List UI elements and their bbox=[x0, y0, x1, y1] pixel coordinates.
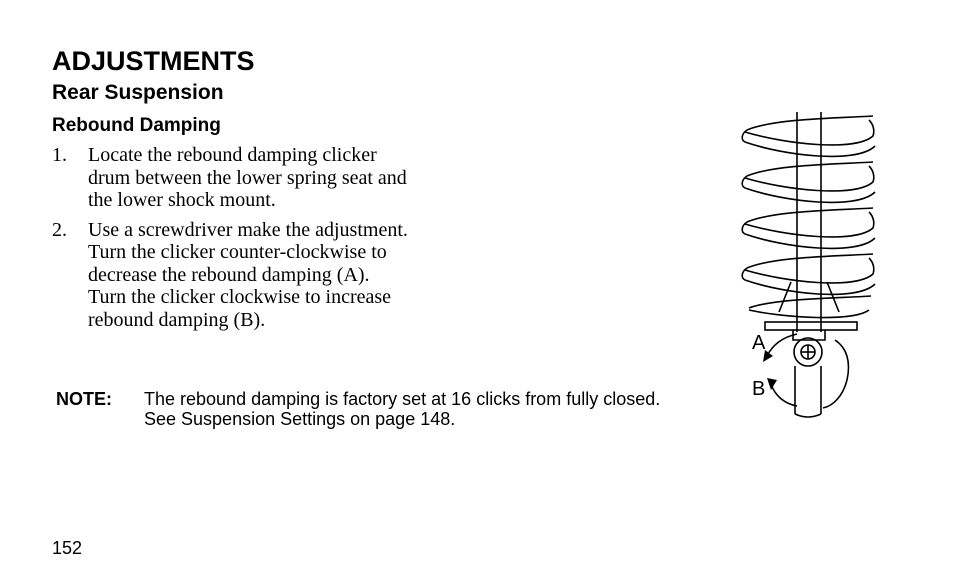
step-text: Locate the rebound damping clicker drum between the lower spring seat and the lower shock mount. bbox=[88, 144, 407, 211]
note-text: The rebound damping is factory set at 16 clicks from fully closed. See Suspension Settings on page 148. bbox=[144, 389, 661, 429]
note-label: NOTE: bbox=[56, 389, 112, 409]
figure-label-a: A bbox=[752, 332, 766, 354]
page-number: 152 bbox=[52, 538, 83, 558]
figure-label-b: B bbox=[752, 378, 766, 400]
step-number: 2. bbox=[52, 218, 67, 241]
steps-list bbox=[52, 144, 412, 338]
step-item bbox=[52, 144, 412, 212]
topic-title: Rebound Damping bbox=[52, 115, 221, 136]
step-number: 1. bbox=[52, 144, 67, 166]
step-text: Use a screwdriver make the adjustment. Turn the clicker counter-clockwise to decrease the rebound damping (A). Turn the clicker clockwise to increase rebound damping (B). bbox=[88, 218, 408, 331]
section-title: ADJUSTMENTS bbox=[52, 46, 255, 76]
step-item bbox=[52, 219, 412, 332]
shock-absorber-figure bbox=[735, 112, 885, 424]
subsection-title: Rear Suspension bbox=[52, 81, 224, 104]
